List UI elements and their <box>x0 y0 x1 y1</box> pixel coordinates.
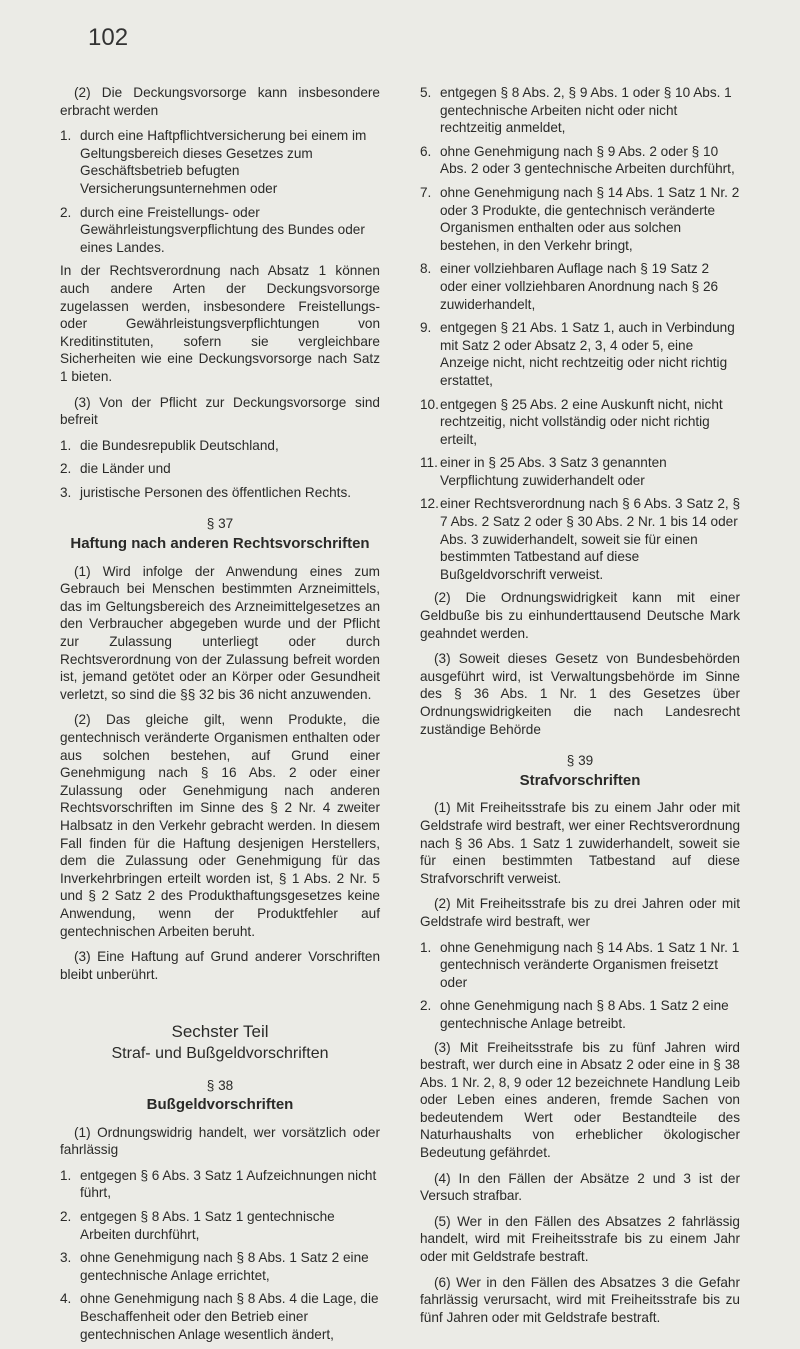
paragraph: (2) Mit Freiheitsstrafe bis zu drei Jahren oder mit Geldstrafe wird bestraft, wer <box>420 896 740 929</box>
paragraph: (3) Soweit dieses Gesetz von Bundesbehörden ausgeführt wird, ist Verwaltungsbehörde im Sinne des § 36 Abs. 1 Nr. 1 des Gesetzes über Ordnungswidrigkeiten die nach Landesrecht zuständige Behörde <box>420 651 740 737</box>
paragraph: (2) Die Ordnungswidrigkeit kann mit einer Geldbuße bis zu einhunderttausend Deutsche Mark geahndet werden. <box>420 590 740 641</box>
list-item: 2. die Länder und <box>60 461 171 477</box>
paragraph: In der Rechtsverordnung nach Absatz 1 können auch andere Arten der Deckungsvorsorge zugelassen werden, insbesondere Freistellungs- oder Gewährleistungsverpflichtungen von Kreditinstituten, sofern sie vergleichbare Sicherheiten wie eine Deckungsvorsorge nach Satz 1 bieten. <box>60 263 380 384</box>
paragraph: (3) Mit Freiheitsstrafe bis zu fünf Jahren wird bestraft, wer durch eine in Absatz 2 oder eine in § 38 Abs. 1 Nr. 2, 8, 9 oder 12 bezeichnete Handlung Leib oder Leben eines anderen, fremde Sachen von bedeutendem Wert oder Bestandteile des Naturhaushalts von erheblicher ökologischer Bedeutung gefährdet. <box>420 1039 740 1161</box>
left-column <box>60 84 380 1349</box>
list-item: 2. durch eine Freistellungs- oder Gewährleistungsverpflichtung des Bundes oder eines Landes. <box>60 204 365 255</box>
paragraph: (4) In den Fällen der Absätze 2 und 3 ist der Versuch strafbar. <box>420 1170 740 1204</box>
list-item: 1. entgegen § 6 Abs. 3 Satz 1 Aufzeichnungen nicht führt, <box>60 1167 377 1201</box>
list-item: 3. juristische Personen des öffentlichen Rechts. <box>60 484 352 500</box>
list-item: 1. die Bundesrepublik Deutschland, <box>60 437 279 453</box>
list-item: 10. entgegen § 25 Abs. 2 eine Auskunft nicht, nicht rechtzeitig, nicht vollständig oder nicht richtig erteilt, <box>420 396 723 447</box>
paragraph: (3) Von der Pflicht zur Deckungsvorsorge sind befreit <box>60 394 380 428</box>
section-number: § 38 <box>206 1077 234 1093</box>
list-item: 6. ohne Genehmigung nach § 9 Abs. 2 oder § 10 Abs. 2 oder 3 gentechnische Arbeiten durchführt, <box>420 143 735 177</box>
paragraph: (1) Mit Freiheitsstrafe bis zu einem Jahr oder mit Geldstrafe wird bestraft, wer einer Rechtsverordnung nach § 36 Abs. 1 Satz 1 zuwiderhandelt, soweit sie für einen bestimmten Tatbestand auf diese Strafvorschrift verweist. <box>420 800 740 886</box>
part-label: Sechster Teil <box>171 1022 269 1042</box>
list-item: 9. entgegen § 21 Abs. 1 Satz 1, auch in Verbindung mit Satz 2 oder Absatz 2, 3, 4 oder 5, eine Anzeige nicht, nicht rechtzeitig oder nicht richtig erstattet, <box>420 320 735 388</box>
paragraph: (2) Die Deckungsvorsorge kann insbesondere erbracht werden <box>60 85 380 118</box>
paragraph: (3) Eine Haftung auf Grund anderer Vorschriften bleibt unberührt. <box>60 949 380 982</box>
section-title: Haftung nach anderen Rechtsvorschriften <box>70 535 370 553</box>
list-item: 1. durch eine Haftpflichtversicherung bei einem im Geltungsbereich dieses Gesetzes zum Geschäftsbetrieb befugten Versicherungsunternehmen oder <box>60 128 367 196</box>
list-item: 11. einer in § 25 Abs. 3 Satz 3 genannten Verpflichtung zuwiderhandelt oder <box>420 455 667 488</box>
list-item: 7. ohne Genehmigung nach § 14 Abs. 1 Satz 1 Nr. 2 oder 3 Produkte, die gentechnisch veränderte Organismen enthalten oder aus solchen bestehen, in den Verkehr bringt, <box>420 184 740 253</box>
paragraph: (1) Wird infolge der Anwendung eines zum Gebrauch bei Menschen bestimmten Arzneimittels, das im Geltungsbereich des Arzneimittelgesetzes an den Verbraucher abgegeben wurde und der Pflicht zur Zulassung unterliegt oder durch Rechtsverordnung von der Zulassung befreit worden ist, jemand getötet oder an Körper oder Gesundheit verletzt, so sind die §§ 32 bis 36 nicht anzuwenden. <box>60 563 380 702</box>
list-item: 4. ohne Genehmigung nach § 8 Abs. 4 die Lage, die Beschaffenheit oder den Betrieb einer gentechnischen Anlage wesentlich ändert, <box>60 1291 379 1342</box>
section-number: § 37 <box>206 516 234 532</box>
list-item: 1. ohne Genehmigung nach § 14 Abs. 1 Satz 1 Nr. 1 gentechnisch veränderte Organismen freisetzt oder <box>420 939 740 990</box>
list-item: 8. einer vollziehbaren Auflage nach § 19 Satz 2 oder einer vollziehbaren Anordnung nach § 26 zuwiderhandelt, <box>420 261 719 312</box>
section-title: Bußgeldvorschriften <box>146 1096 294 1114</box>
part-title: Straf- und Bußgeldvorschriften <box>111 1044 329 1062</box>
list-item: 2. entgegen § 8 Abs. 1 Satz 1 gentechnische Arbeiten durchführt, <box>60 1209 335 1242</box>
list-item: 3. ohne Genehmigung nach § 8 Abs. 1 Satz 2 eine gentechnische Anlage errichtet, <box>60 1250 369 1283</box>
section-title: Strafvorschriften <box>519 771 641 789</box>
section-number: § 39 <box>566 753 594 769</box>
list-item: 5. entgegen § 8 Abs. 2, § 9 Abs. 1 oder § 10 Abs. 1 gentechnische Arbeiten nicht oder nicht rechtzeitig anmeldet, <box>420 85 732 136</box>
paragraph: (1) Ordnungswidrig handelt, wer vorsätzlich oder fahrlässig <box>60 1124 380 1158</box>
page-number: 102 <box>88 24 129 51</box>
paragraph: (5) Wer in den Fällen des Absatzes 2 fahrlässig handelt, wird mit Freiheitsstrafe bis zu einem Jahr oder mit Geldstrafe bestraft. <box>420 1213 740 1265</box>
paragraph: (6) Wer in den Fällen des Absatzes 3 die Gefahr fahrlässig verursacht, wird mit Freiheitsstrafe bis zu fünf Jahren oder mit Geldstrafe bestraft. <box>420 1274 740 1325</box>
right-column <box>420 84 740 1334</box>
list-item: 2. ohne Genehmigung nach § 8 Abs. 1 Satz 2 eine gentechnische Anlage betreibt. <box>420 998 729 1031</box>
list-item: 12. einer Rechtsverordnung nach § 6 Abs. 3 Satz 2, § 7 Abs. 2 Satz 2 oder § 30 Abs. 2 Nr. 1 bis 14 oder Abs. 3 zuwiderhandelt, soweit sie für einen bestimmten Tatbestand auf diese Bußgeldvorschrift verweist. <box>420 496 741 582</box>
paragraph: (2) Das gleiche gilt, wenn Produkte, die gentechnisch veränderte Organismen enthalten oder aus solchen bestehen, auf Grund einer Genehmigung nach § 16 Abs. 2 oder einer Zulassung oder Genehmigung nach anderen Rechtsvorschriften im Sinne des § 2 Nr. 4 zweiter Halbsatz in den Verkehr gebracht werden. In diesem Fall finden für die Haftung desjenigen Herstellers, dem die Zulassung oder Genehmigung für das Inverkehrbringen erteilt worden ist, § 1 Abs. 2 Nr. 5 und § 2 Satz 2 des Produkthaftungsgesetzes keine Anwendung, wenn der Produktfehler auf gentechnischen Arbeiten beruht. <box>60 712 380 939</box>
